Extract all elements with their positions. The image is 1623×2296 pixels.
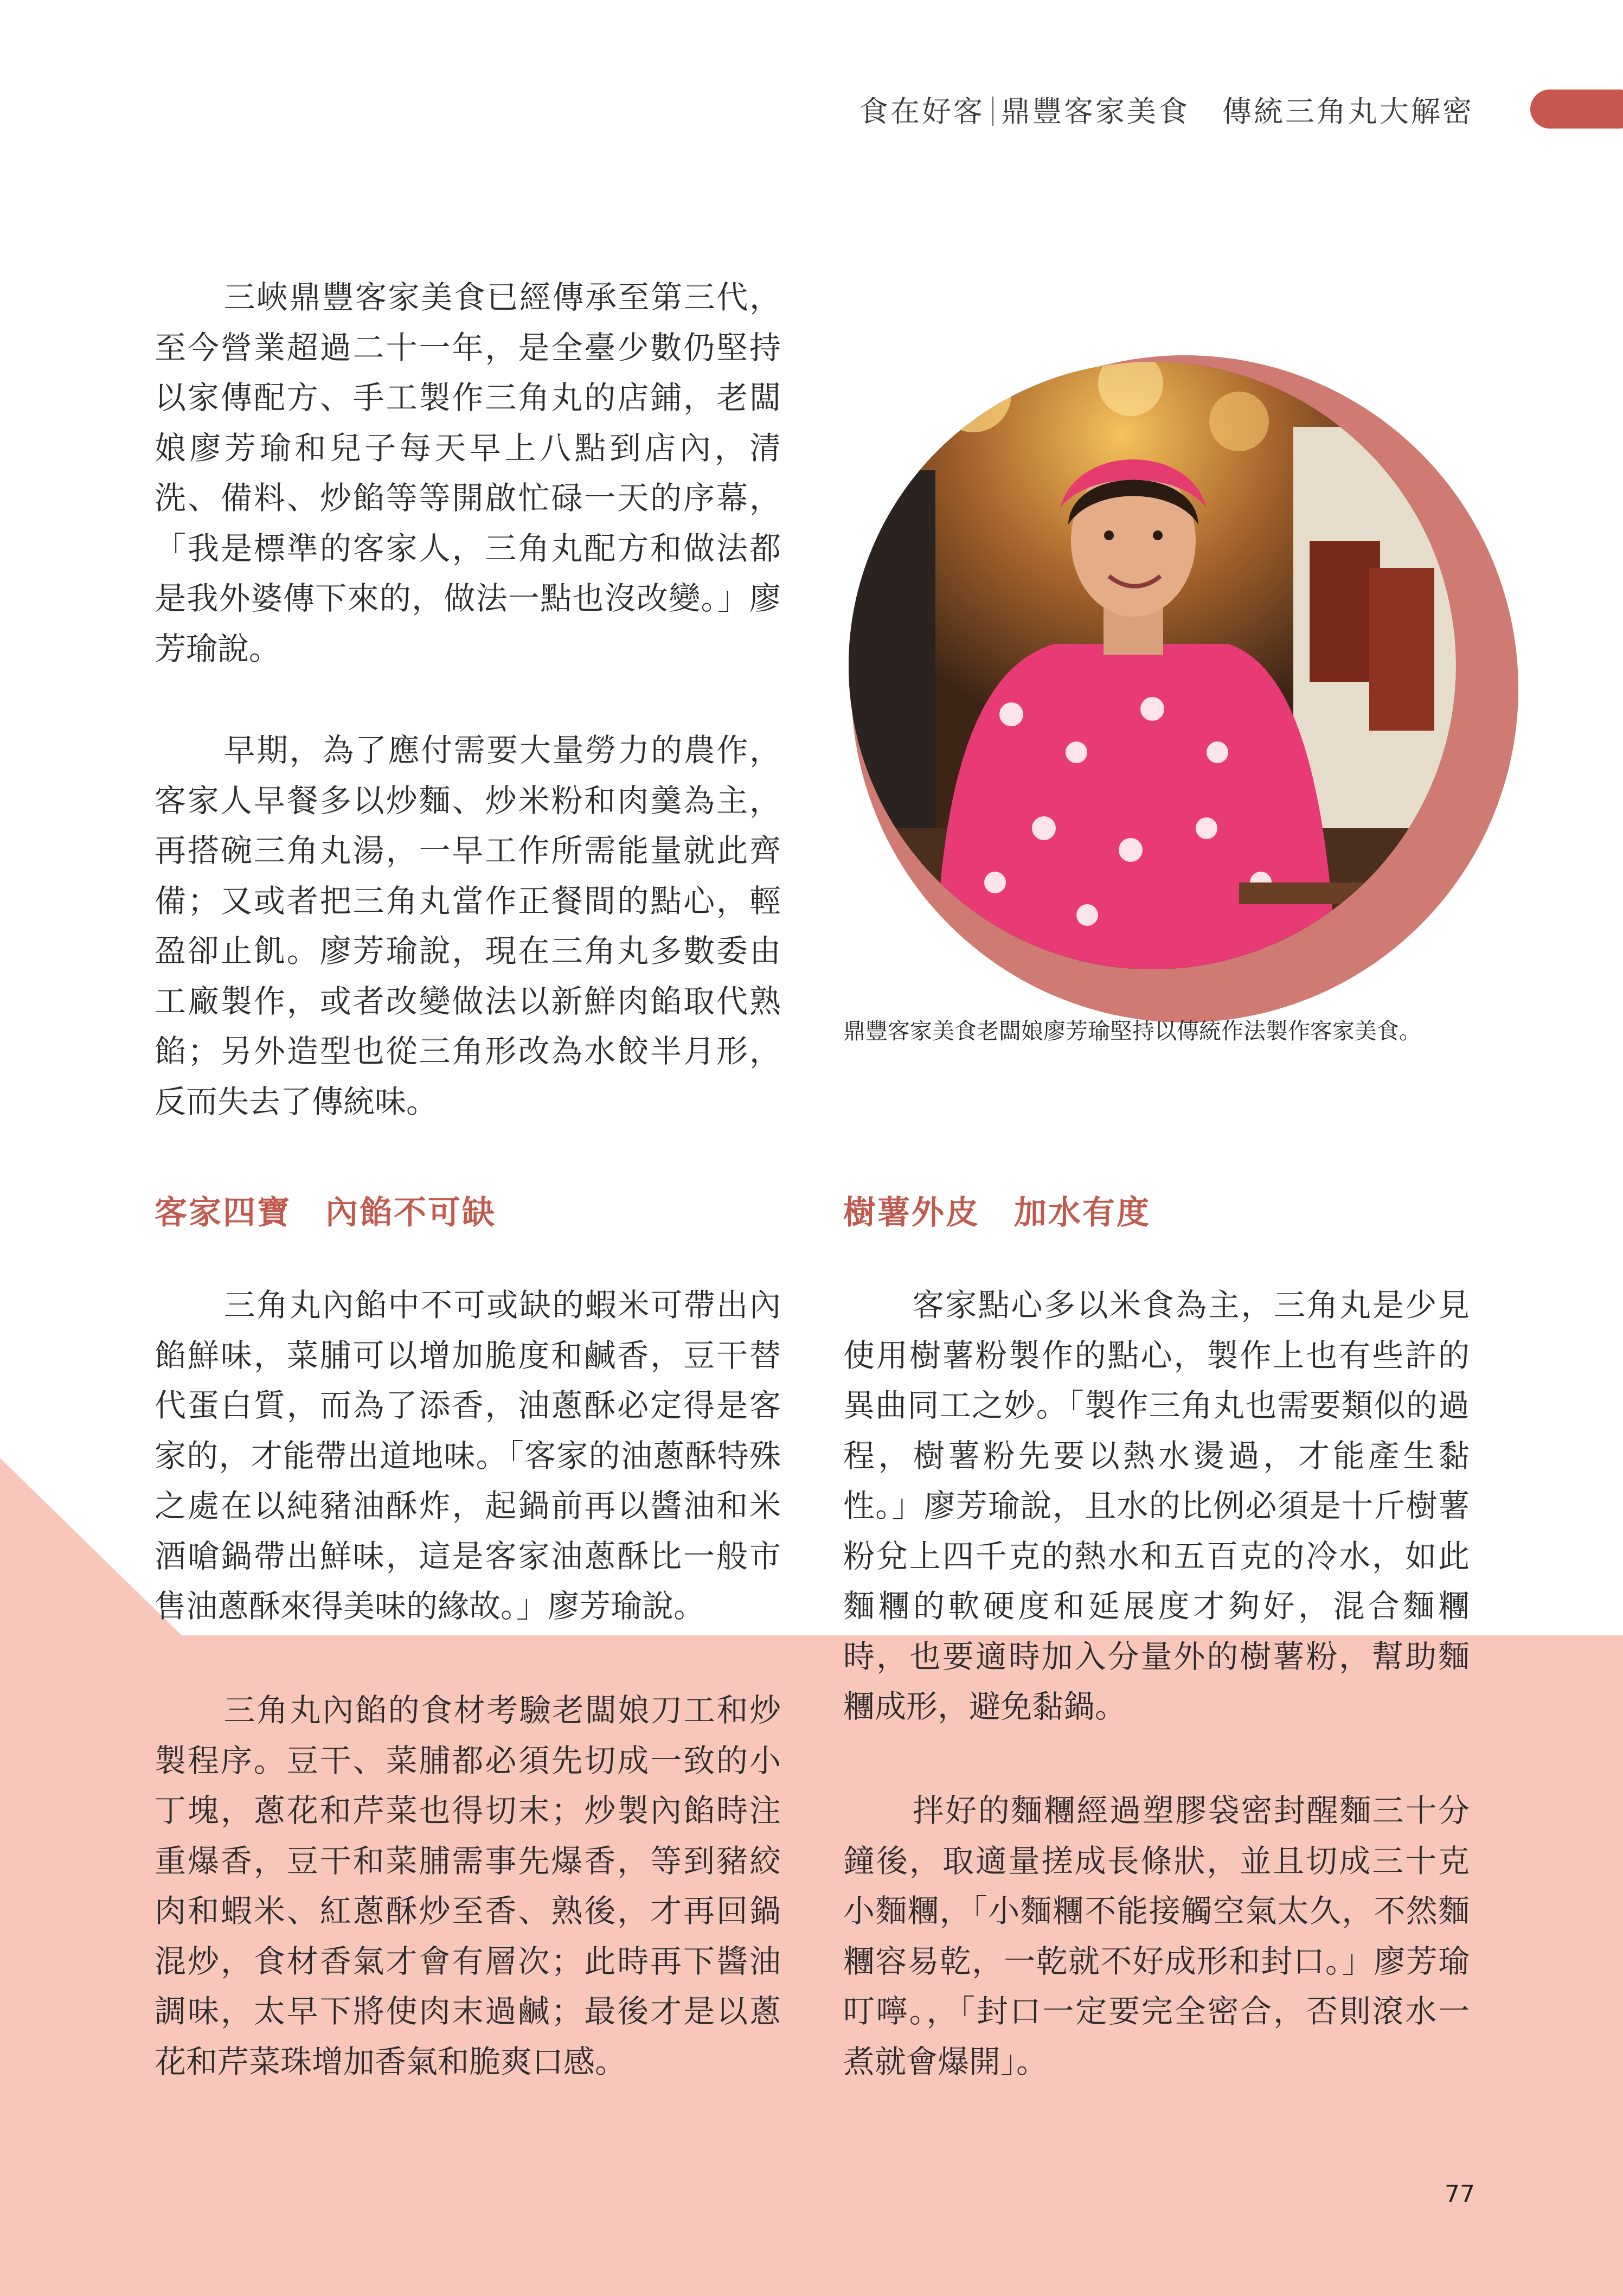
right-section-heading: 樹薯外皮 加水有度 bbox=[843, 1194, 1151, 1232]
left-section-heading: 客家四寶 內餡不可缺 bbox=[155, 1194, 496, 1232]
right-paragraph-2: 拌好的麵糰經過塑膠袋密封醒麵三十分鐘後，取適量搓成長條狀，並且切成三十克小麵糰，「小麵糰不能接觸空氣太久，不然麵糰容易乾，一乾就不好成形和封口。」廖芳瑜叮嚀。，「封口一定要完全密合，否則滾水一煮就會爆開」。 bbox=[843, 1792, 1470, 2080]
header-tab-decoration bbox=[1530, 89, 1623, 129]
header-divider bbox=[992, 97, 993, 126]
running-header bbox=[839, 88, 1474, 130]
left-paragraph-1: 三峽鼎豐客家美食已經傳承至第三代，至今營業超過二十一年，是全臺少數仍堅持以家傳配方、手工製作三角丸的店鋪，老闆娘廖芳瑜和兒子每天早上八點到店內，清洗、備料、炒餡等等開啟忙碌一天的序幕，「我是標準的客家人，三角丸配方和做法都是我外婆傳下來的，做法一點也沒改變。」廖芳瑜說。 bbox=[155, 279, 781, 667]
portrait-photo bbox=[849, 362, 1456, 969]
header-article-title: 傳統三角丸大解密 bbox=[1222, 94, 1474, 129]
left-paragraph-4: 三角丸內餡的食材考驗老闆娘刀工和炒製程序。豆干、菜脯都必須先切成一致的小丁塊，蔥花和芹菜也得切末；炒製內餡時注重爆香，豆干和菜脯需事先爆香，等到豬絞肉和蝦米、紅蔥酥炒至香、熟後，才再回鍋混炒，食材香氣才會有層次；此時再下醬油調味，太早下將使肉末過鹹；最後才是以蔥花和芹菜珠增加香氣和脆爽口感。 bbox=[155, 1692, 781, 2080]
left-paragraph-2: 早期，為了應付需要大量勞力的農作，客家人早餐多以炒麵、炒米粉和肉羹為主，再搭碗三角丸湯，一早工作所需能量就此齊備；又或者把三角丸當作正餐間的點心，輕盈卻止飢。廖芳瑜說，現在三角丸多數委由工廠製作，或者改變做法以新鮮肉餡取代熟餡；另外造型也從三角形改為水餃半月形，反而失去了傳統味。 bbox=[155, 732, 781, 1120]
photo-caption: 鼎豐客家美食老闆娘廖芳瑜堅持以傳統作法製作客家美食。 bbox=[843, 1018, 1421, 1044]
left-paragraph-3: 三角丸內餡中不可或缺的蝦米可帶出內餡鮮味，菜脯可以增加脆度和鹹香，豆干替代蛋白質，而為了添香，油蔥酥必定得是客家的，才能帶出道地味。「客家的油蔥酥特殊之處在以純豬油酥炸，起鍋前再以醬油和米酒嗆鍋帶出鮮味，這是客家油蔥酥比一般市售油蔥酥來得美味的緣故。」廖芳瑜說。 bbox=[155, 1287, 781, 1625]
header-restaurant: 鼎豐客家美食 bbox=[1001, 94, 1190, 129]
right-paragraph-1: 客家點心多以米食為主，三角丸是少見使用樹薯粉製作的點心，製作上也有些許的異曲同工之妙。「製作三角丸也需要類似的過程，樹薯粉先要以熱水燙過，才能產生黏性。」廖芳瑜說，且水的比例必須是十斤樹薯粉兌上四千克的熱水和五百克的冷水，如此麵糰的軟硬度和延展度才夠好，混合麵糰時，也要適時加入分量外的樹薯粉，幫助麵糰成形，避免黏鍋。 bbox=[843, 1287, 1470, 1725]
page-number: 77 bbox=[1445, 2180, 1475, 2208]
header-section: 食在好客 bbox=[859, 94, 985, 129]
